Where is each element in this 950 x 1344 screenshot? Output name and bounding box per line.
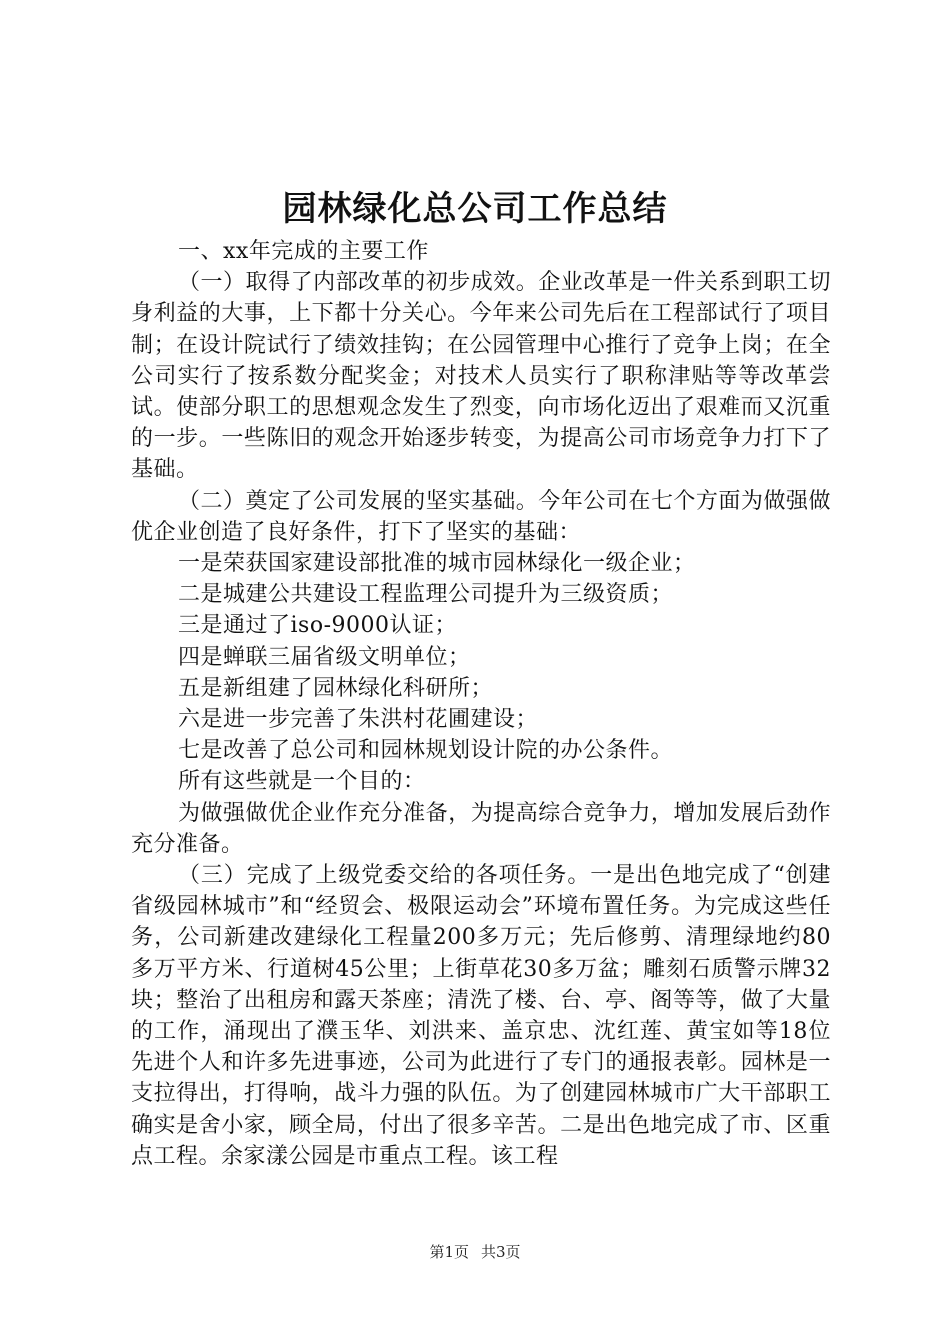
list-item: 四是蝉联三届省级文明单位； [178, 644, 471, 670]
page-total: 共3页 [481, 1243, 521, 1261]
paragraph-foundation: （二）奠定了公司发展的坚实基础。今年公司在七个方面为做强做优企业创造了良好条件，打下了坚实的基础： [131, 488, 831, 545]
paragraph-tasks: （三）完成了上级党委交给的各项任务。一是出色地完成了“创建省级园林城市”和“经贸会、极限运动会”环境布置任务。为完成这些任务，公司新建改建绿化工程量200多万元；先后修剪、清理绿地约80多万平方米、行道树45公里；上街草花30多万盆；雕刻石质警示牌32块；整治了出租房和露天茶座；清洗了楼、台、亭、阁等等，做了大量的工作，涌现出了濮玉华、刘洪来、盖京忠、沈红莲、黄宝如等18位先进个人和许多先进事迹，公司为此进行了专门的通报表彰。园林是一支拉得出，打得响，战斗力强的队伍。为了创建园林城市广大干部职工确实是舍小家，顾全局，付出了很多辛苦。二是出色地完成了市、区重点工程。余家漾公园是市重点工程。该工程 [131, 863, 831, 1169]
section-heading: 一、xx年完成的主要工作 [178, 239, 429, 264]
list-item: 二是城建公共建设工程监理公司提升为三级资质； [178, 582, 674, 608]
page-footer [0, 1241, 950, 1263]
document-body [131, 236, 831, 1172]
list-item: 五是新组建了园林绿化科研所； [178, 675, 494, 701]
list-item: 三是通过了iso-9000认证； [178, 613, 457, 639]
page-number: 第1页 [429, 1243, 469, 1261]
paragraph-purpose: 为做强做优企业作充分准备，为提高综合竞争力，增加发展后劲作充分准备。 [131, 800, 831, 857]
paragraph-reform: （一）取得了内部改革的初步成效。企业改革是一件关系到职工切身利益的大事，上下都十分关心。今年来公司先后在工程部试行了项目制；在设计院试行了绩效挂钩；在公园管理中心推行了竞争上岗；在全公司实行了按系数分配奖金；对技术人员实行了职称津贴等等改革尝试。使部分职工的思想观念发生了烈变，向市场化迈出了艰难而又沉重的一步。一些陈旧的观念开始逐步转变，为提高公司市场竞争力打下了基础。 [131, 270, 831, 483]
page-title: 园林绿化总公司工作总结 [282, 189, 668, 229]
list-item: 一是荣获国家建设部批准的城市园林绿化一级企业； [178, 551, 696, 577]
list-item: 六是进一步完善了朱洪村花圃建设； [178, 707, 539, 733]
list-item: 七是改善了总公司和园林规划设计院的办公条件。 [178, 738, 674, 764]
paragraph-purpose-intro: 所有这些就是一个目的： [178, 769, 426, 795]
